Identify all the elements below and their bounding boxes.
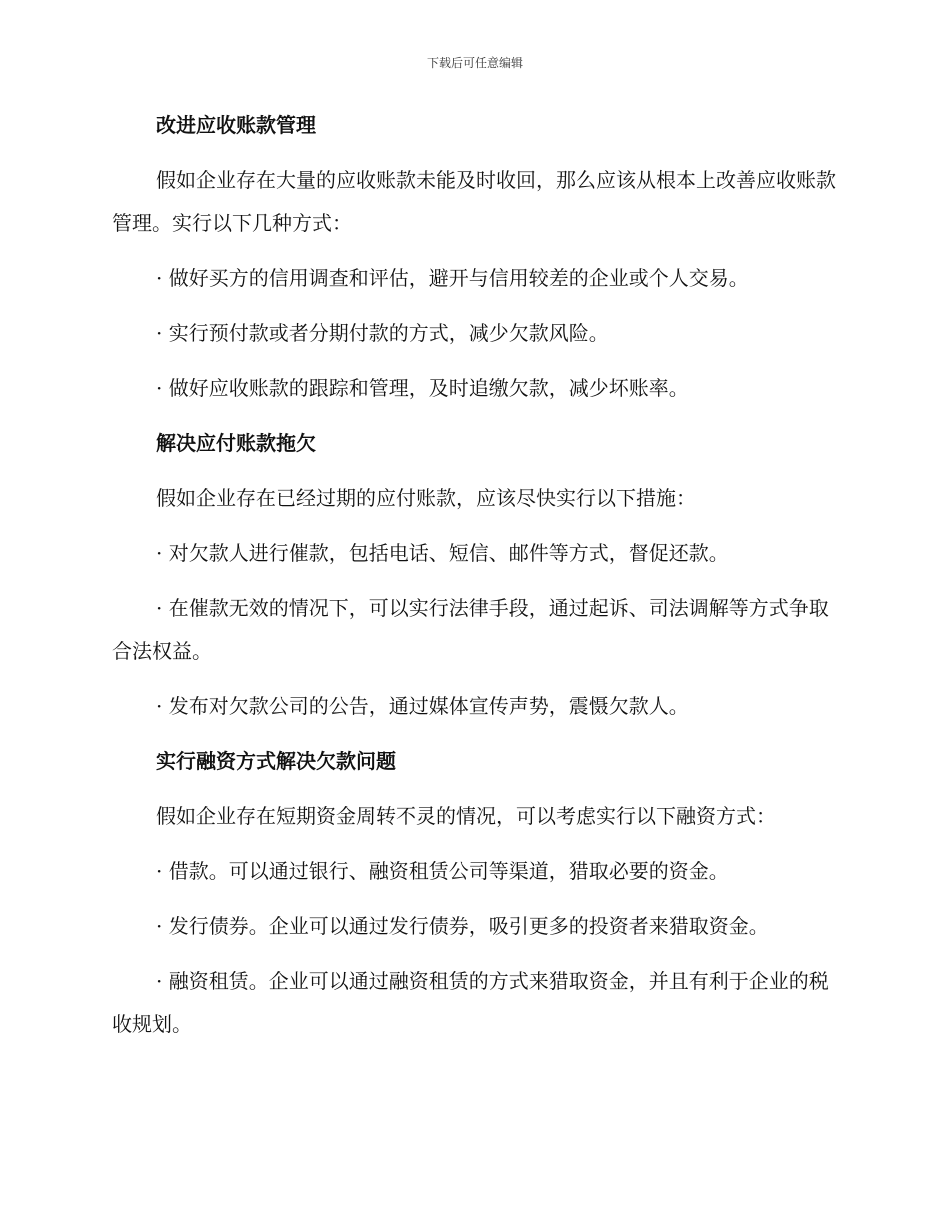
list-item: · 对欠款人进行催款，包括电话、短信、邮件等方式，督促还款。 bbox=[156, 541, 729, 565]
list-item: · 在催款无效的情况下，可以实行法律手段，通过起诉、司法调解等方式争取合法权益。 bbox=[112, 596, 829, 663]
list-item: · 实行预付款或者分期付款的方式，减少欠款风险。 bbox=[156, 321, 609, 345]
section-intro: 假如企业存在已经过期的应付账款，应该尽快实行以下措施： bbox=[156, 486, 696, 510]
section-intro: 假如企业存在短期资金周转不灵的情况，可以考虑实行以下融资方式： bbox=[156, 804, 776, 828]
section-intro: 假如企业存在大量的应收账款未能及时收回，那么应该从根本上改善应收账款管理。实行以下几种方式： bbox=[112, 168, 836, 235]
section-heading: 实行融资方式解决欠款问题 bbox=[156, 749, 396, 773]
list-item: · 融资租赁。企业可以通过融资租赁的方式来猎取资金，并且有利于企业的税收规划。 bbox=[112, 969, 829, 1036]
list-item: · 发行债券。企业可以通过发行债券，吸引更多的投资者来猎取资金。 bbox=[156, 914, 769, 938]
list-item: · 做好应收账款的跟踪和管理，及时追缴欠款，减少坏账率。 bbox=[156, 376, 689, 400]
document-body bbox=[112, 104, 836, 1058]
list-item: · 发布对欠款公司的公告，通过媒体宣传声势，震慑欠款人。 bbox=[156, 694, 689, 718]
section-heading: 解决应付账款拖欠 bbox=[156, 431, 316, 455]
list-item: · 借款。可以通过银行、融资租赁公司等渠道，猎取必要的资金。 bbox=[156, 859, 729, 883]
page-header: 下载后可任意编辑 bbox=[426, 56, 523, 70]
section-heading: 改进应收账款管理 bbox=[156, 113, 316, 137]
list-item: · 做好买方的信用调查和评估，避开与信用较差的企业或个人交易。 bbox=[156, 266, 749, 290]
